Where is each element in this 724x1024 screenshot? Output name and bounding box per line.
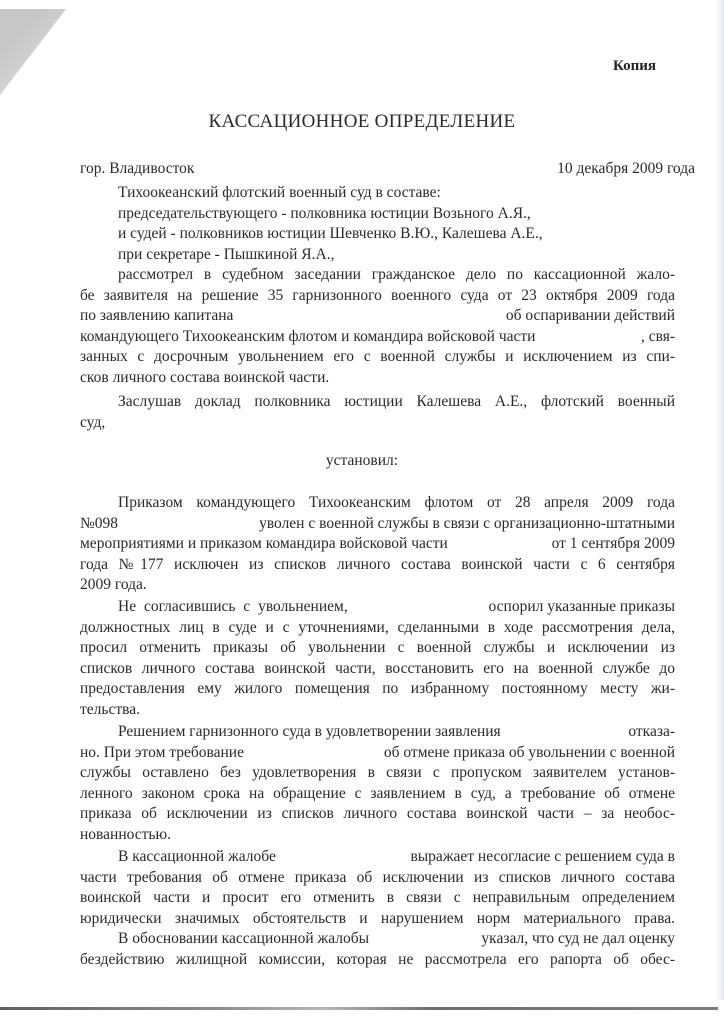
date: 10 декабря 2009 года [557, 160, 695, 177]
text-line [80, 534, 675, 555]
place: гор. Владивосток [80, 160, 195, 177]
text-line: рассмотрел в судебном заседании гражданское дело по кассационной жало- [118, 266, 675, 283]
text-fragment: , свя- [640, 327, 675, 345]
text-fragment: Не согласившись с увольнением, [118, 598, 348, 615]
text-line: должностных лиц в суде и с уточнениями, сделанными в ходе рассмотрения дела, [80, 618, 675, 636]
text-line: сков личного состава воинской части. [80, 368, 330, 386]
page-right-edge [716, 0, 724, 1000]
text-fragment: отказа- [628, 723, 675, 740]
text-line: Приказом командующего Тихоокеанским флотом от 28 апреля 2009 года [118, 494, 675, 511]
text-line: тельства. [80, 700, 140, 718]
text-fragment: об оспаривании действий [505, 307, 675, 325]
text-fragment: уволен с военной службы в связи с организационно-штатными [259, 514, 675, 532]
composition-line: Тихоокеанский флотский военный суд в составе: [118, 184, 441, 201]
text-line [80, 929, 675, 950]
text-line: суд, [80, 413, 106, 431]
text-fragment: В обосновании кассационной жалобы [118, 930, 370, 947]
text-fragment: об отмене приказа об увольнении с военной [383, 743, 675, 761]
text-line [80, 514, 675, 535]
text-line: бездействию жилищной комиссии, которая не рассмотрела его рапорта об обес- [80, 950, 675, 968]
text-line: предоставления ему жилого помещения по избранному постоянному месту жи- [80, 680, 675, 698]
text-fragment: командующего Тихоокеанским флотом и командира войсковой части [80, 327, 536, 345]
text-fragment: от 1 сентября 2009 [551, 535, 675, 553]
text-line: приказа об исключении из списков личного состава воинской части – за необос- [80, 805, 675, 823]
text-line: воинской части и просит его отменить в связи с неправильным определением [80, 889, 675, 907]
composition-line: и судей - полковников юстиции Шевченко В.Ю., Калешева А.Е., [118, 225, 543, 243]
text-fragment: выражает несогласие с решением суда в [410, 848, 675, 865]
text-fragment: оспорил указанные приказы [488, 598, 675, 615]
text-line: службы оставлено без удовлетворения в связи с пропуском заявителем установ- [80, 764, 675, 782]
text-line [80, 306, 675, 327]
paragraph-disagreement [80, 597, 675, 721]
paragraph-justification [80, 929, 675, 970]
text-fragment: №098 [80, 514, 119, 532]
text-fragment: Решением гарнизонного суда в удовлетворении заявления [118, 723, 501, 740]
text-line [80, 743, 675, 764]
page-bottom-edge [0, 1007, 718, 1010]
text-line: юридически значимых обстоятельств и нарушением норм материального права. [80, 909, 675, 927]
text-line: списков личного состава воинской части, восстановить его на военной службе до [80, 659, 675, 677]
text-line: бе заявителя на решение 35 гарнизонного военного суда от 23 октября 2009 года [80, 286, 675, 304]
text-line: Заслушав доклад полковника юстиции Калешева А.Е., флотский военный [118, 393, 675, 410]
text-fragment: мероприятиями и приказом командира войсковой части [80, 535, 448, 553]
composition-line: при секретаре - Пышкиной Я.А., [118, 245, 335, 263]
text-fragment: указал, что суд не дал оценку [481, 930, 675, 947]
text-line: просил отменить приказы об увольнении с военной службы и исключении из [80, 639, 675, 657]
text-line: нованностью. [80, 825, 171, 843]
text-fragment: В кассационной жалобе [118, 848, 276, 865]
text-line [80, 847, 675, 868]
text-line: части требования об отмене приказа об исключении из списков личного состава [80, 868, 675, 886]
intro-paragraph [80, 265, 675, 389]
paragraph-cassation-complaint [80, 847, 675, 929]
text-line [80, 722, 675, 743]
paragraph-decision [80, 722, 675, 846]
copy-mark: Копия [612, 58, 656, 74]
text-line [80, 327, 675, 348]
paragraph-order [80, 493, 675, 596]
report-paragraph [80, 392, 675, 433]
text-fragment: но. При этом требование [80, 743, 244, 761]
text-line: 2009 года. [80, 576, 147, 594]
document-title: КАССАЦИОННОЕ ОПРЕДЕЛЕНИЕ [208, 111, 516, 132]
text-line [80, 597, 675, 618]
established-heading: установил: [325, 452, 399, 469]
text-line: ленного законом срока на обращение с заявлением в суд, а требование об отмене [80, 784, 675, 802]
court-composition [118, 183, 713, 265]
text-line: года №177 исключен из списков личного состава воинской части с 6 сентября [80, 555, 675, 573]
text-line: занных с досрочным увольнением его с военной службы и исключением из спи- [80, 348, 675, 366]
text-fragment: по заявлению капитана [80, 307, 234, 325]
composition-line: председательствующего - полковника юстиции Возьного А.Я., [118, 204, 531, 222]
